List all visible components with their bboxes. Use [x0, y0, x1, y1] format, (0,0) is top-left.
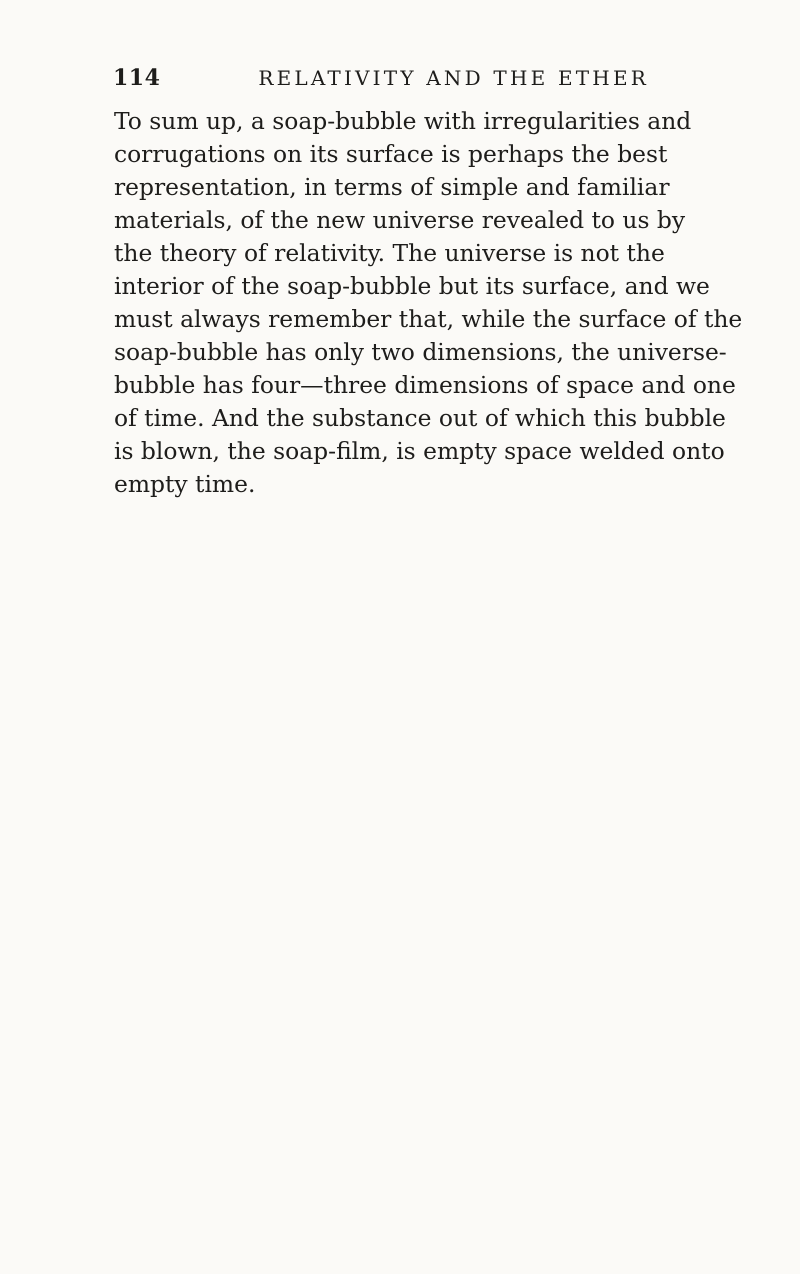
body-paragraph — [114, 105, 743, 501]
text-line: is blown, the soap-film, is empty space welded onto — [114, 437, 725, 465]
running-head — [113, 62, 649, 94]
running-title: RELATIVITY AND THE ETHER — [258, 66, 649, 90]
text-line: corrugations on its surface is perhaps the best — [114, 140, 668, 168]
text-line: materials, of the new universe revealed to us by — [114, 206, 686, 234]
text-line: representation, in terms of simple and familiar — [114, 173, 670, 201]
text-line: of time. And the substance out of which this bubble — [114, 404, 726, 432]
text-line: To sum up, a soap-bubble with irregularities and — [114, 107, 692, 135]
text-line: bubble has four—three dimensions of space and one — [114, 371, 736, 399]
text-line: soap-bubble has only two dimensions, the universe- — [114, 338, 727, 366]
text-line: empty time. — [114, 470, 256, 498]
text-line: interior of the soap-bubble but its surface, and we — [114, 272, 710, 300]
text-line: the theory of relativity. The universe is not the — [114, 239, 665, 267]
page-number: 114 — [113, 65, 161, 91]
text-line: must always remember that, while the surface of the — [114, 305, 743, 333]
